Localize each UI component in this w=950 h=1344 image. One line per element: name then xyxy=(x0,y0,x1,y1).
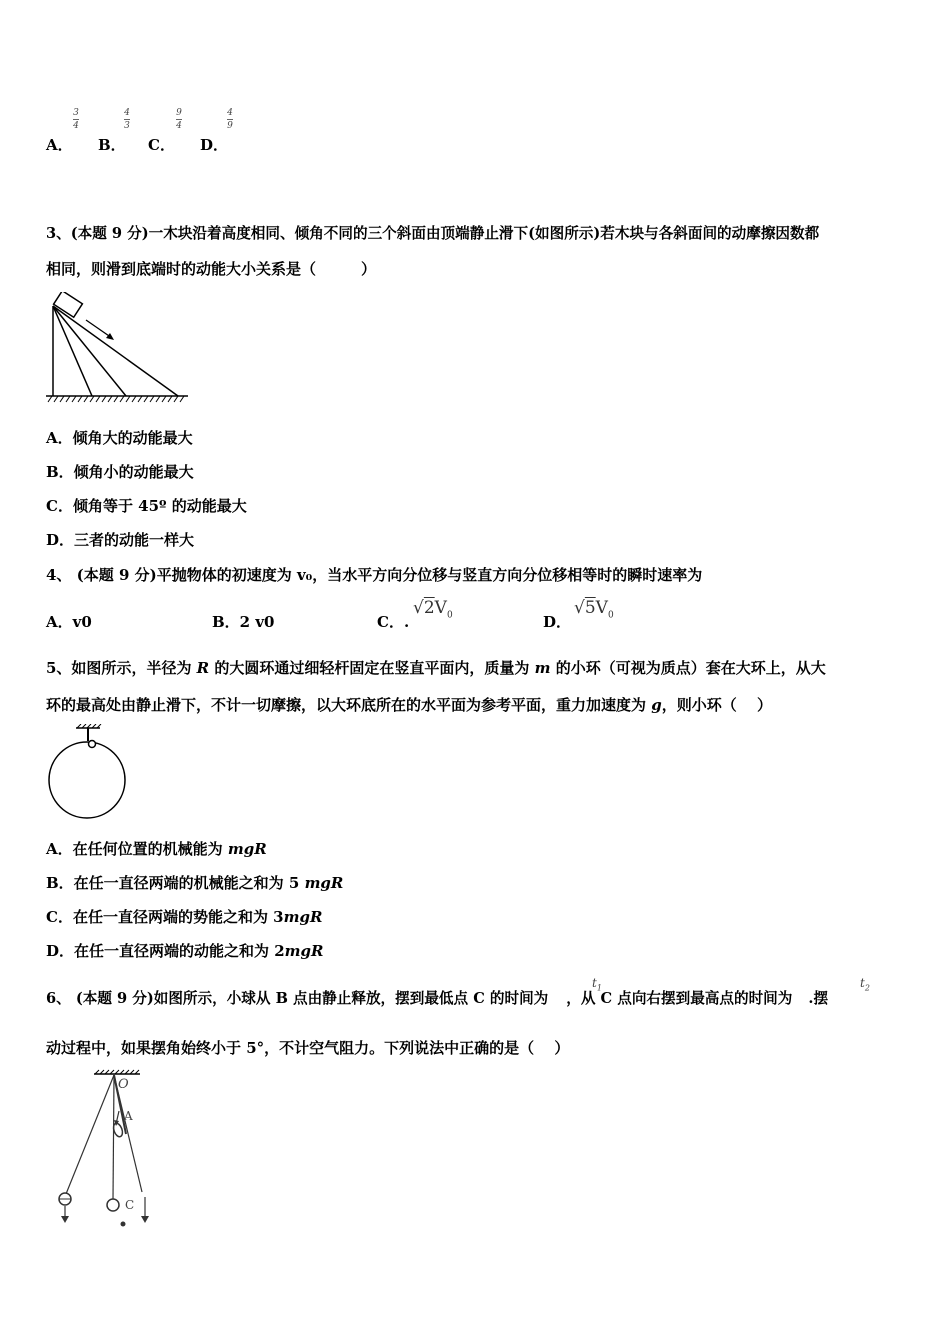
q3-inclines-figure xyxy=(44,292,190,404)
q2-option-c-label: C． xyxy=(148,136,175,154)
t1-subscript: 1 xyxy=(596,983,602,993)
q5-stem-line2 xyxy=(46,694,772,715)
point-a-label: A xyxy=(124,1109,133,1123)
q2-option-b-fraction xyxy=(124,108,130,131)
velocity-subscript: 0 xyxy=(607,610,614,621)
q6-stem-line2: 动过程中，如果摆角始终小于 5°，不计空气阻力。下列说法中正确的是（ ） xyxy=(46,1039,570,1057)
radius-symbol: R xyxy=(196,659,210,677)
q4-option-d-expression: $√5V_0$ xyxy=(574,598,614,621)
text-segment: A．在任何位置的机械能为 xyxy=(46,840,228,858)
q2-option-c-fraction xyxy=(176,108,182,131)
math-expression: mgR xyxy=(283,908,323,926)
q4-option-c-expression: $√2V_0$ xyxy=(413,598,453,621)
t2-base: t xyxy=(860,976,865,990)
radicand: 5 xyxy=(584,598,596,618)
text-segment: ，则小环（ ） xyxy=(661,696,772,714)
mass-symbol: m xyxy=(534,659,551,677)
q3-option-c: C．倾角等于 45º 的动能最大 xyxy=(46,497,247,515)
q2-option-d-label: D． xyxy=(200,136,229,154)
point-o-label: O xyxy=(118,1077,129,1092)
t1-base: t xyxy=(592,976,597,990)
q4-option-b: B．2 v0 xyxy=(212,613,275,631)
t1-symbol xyxy=(592,976,602,992)
fraction-denominator: 9 xyxy=(227,121,233,131)
text-segment: 的小环（可视为质点）套在大环上，从大 xyxy=(550,659,826,677)
gravity-symbol: g xyxy=(651,696,662,714)
q3-option-a: A．倾角大的动能最大 xyxy=(46,429,193,447)
q5-option-d xyxy=(46,940,324,961)
fraction-numerator: 9 xyxy=(176,108,182,118)
fraction-numerator: 4 xyxy=(227,108,233,118)
q4-stem: 4、 (本题 9 分)平抛物体的初速度为 v₀，当水平方向分位移与竖直方向分位移相等时的瞬时速率为 xyxy=(46,566,703,584)
q4-option-c-label: C．. xyxy=(377,613,410,631)
text-segment: .摆 xyxy=(808,990,829,1007)
q3-stem-line2: 相同，则滑到底端时的动能大小关系是（ ） xyxy=(46,260,377,278)
math-expression: mgR xyxy=(284,942,324,960)
q2-option-b-label: B． xyxy=(98,136,126,154)
fraction-denominator: 3 xyxy=(124,121,130,131)
radicand: 2 xyxy=(423,598,435,618)
t2-symbol xyxy=(860,976,870,992)
text-segment: 环的最高处由静止滑下，不计一切摩擦，以大环底所在的水平面为参考平面，重力加速度为 xyxy=(46,696,652,714)
q3-stem-line1: 3、(本题 9 分)一木块沿着高度相同、倾角不同的三个斜面由顶端静止滑下(如图所示)若木块与各斜面间的动摩擦因数都 xyxy=(46,225,820,242)
fraction-denominator: 4 xyxy=(73,121,79,131)
q4-option-a: A．v0 xyxy=(46,613,92,631)
fraction-denominator: 4 xyxy=(176,121,182,131)
point-c-label: C xyxy=(125,1198,135,1212)
q5-stem-line1 xyxy=(46,657,826,678)
q5-option-c xyxy=(46,906,322,927)
q6-stem-line1 xyxy=(46,987,828,1008)
t2-subscript: 2 xyxy=(864,983,870,993)
fraction-numerator: 3 xyxy=(73,108,79,118)
q5-option-a xyxy=(46,838,267,859)
text-segment: 6、 (本题 9 分)如图所示，小球从 B 点由静止释放，摆到最低点 C 的时间为 xyxy=(46,990,549,1007)
velocity-subscript: 0 xyxy=(446,610,453,621)
q6-pendulum-figure xyxy=(44,1066,174,1228)
q4-option-d-label: D． xyxy=(543,613,572,631)
q2-option-d-fraction xyxy=(227,108,233,131)
velocity-symbol: V xyxy=(595,598,608,618)
math-expression: mgR xyxy=(227,840,267,858)
text-segment: B．在任一直径两端的机械能之和为 5 xyxy=(46,874,305,892)
math-expression: mgR xyxy=(304,874,344,892)
q5-ring-figure xyxy=(44,724,132,820)
text-segment: ，从 C 点向右摆到最高点的时间为 xyxy=(566,990,793,1007)
q2-option-a-label: A． xyxy=(46,136,73,154)
q5-option-b xyxy=(46,872,343,893)
velocity-symbol: V xyxy=(434,598,447,618)
text-segment: 5、如图所示，半径为 xyxy=(46,659,197,677)
text-segment: 的大圆环通过细轻杆固定在竖直平面内，质量为 xyxy=(209,659,535,677)
q3-option-b: B．倾角小的动能最大 xyxy=(46,463,194,481)
q3-option-d: D．三者的动能一样大 xyxy=(46,531,195,549)
text-segment: C．在任一直径两端的势能之和为 3 xyxy=(46,908,284,926)
q2-option-a-fraction xyxy=(73,108,79,131)
fraction-numerator: 4 xyxy=(124,108,130,118)
text-segment: D．在任一直径两端的动能之和为 2 xyxy=(46,942,285,960)
